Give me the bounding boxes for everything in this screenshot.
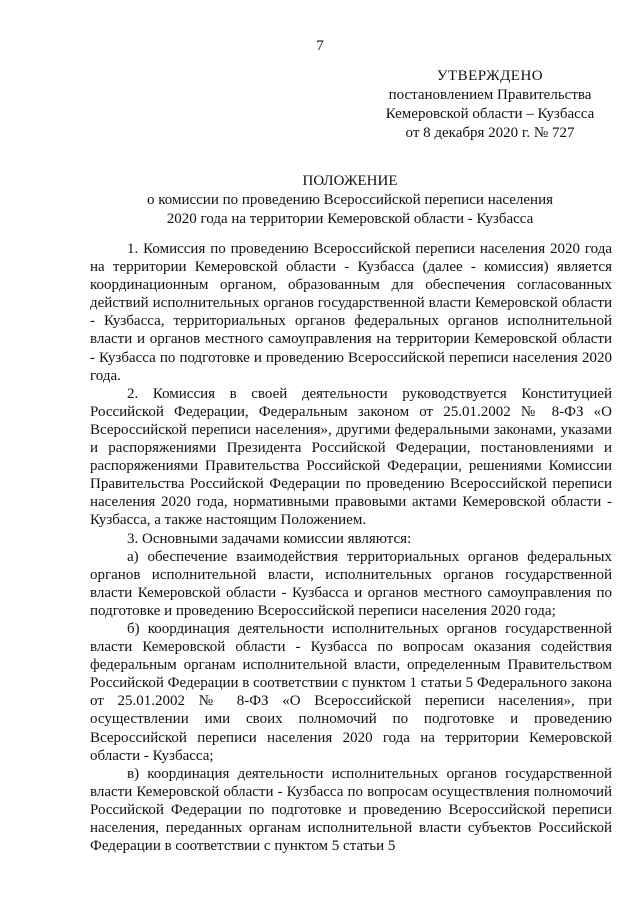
document-subtitle-line-1: о комиссии по проведению Всероссийской переписи населения (146, 192, 553, 208)
document-subtitle-line-2: 2020 года на территории Кемеровской области - Кузбасса (166, 211, 534, 227)
approval-line-1: постановлением Правительства (388, 87, 592, 103)
approval-title: УТВЕРЖДЕНО (436, 68, 544, 84)
paragraph-3b: б) координация деятельности исполнительных органов государственной власти Кемеровской области - Кузбасса по вопросам оказания содействия федеральным органам исполнительной власти, определенным Правительством Российской Федерации в соответствии с пунктом 1 статьи 5 Федерального закона от 25.01.2002 № 8-ФЗ «О Всероссийской переписи населения», при осуществлении ими своих полномочий по подготовке и проведению Всероссийской переписи населения 2020 года на территории Кемеровской области - Кузбасса; (90, 620, 612, 764)
approval-block (380, 67, 600, 143)
paragraph-3: 3. Основными задачами комиссии являются: (127, 530, 412, 547)
document-title: ПОЛОЖЕНИЕ (302, 173, 398, 189)
paragraph-1: 1. Комиссия по проведению Всероссийской переписи населения 2020 года на территории Кемеровской области - Кузбасса (далее - комиссия) является координационным органом, образованным для обеспечения согласованных действий исполнительных органов государственной власти Кемеровской области - Кузбасса, территориальных органов федеральных органов исполнительной власти и органов местного самоуправления на территории Кемеровской области - Кузбасса по подготовке и проведению Всероссийской переписи населения 2020 года. (90, 241, 612, 384)
document-body (90, 240, 612, 855)
paragraph-2: 2. Комиссия в своей деятельности руководствуется Конституцией Российской Федерации, Федеральным законом от 25.01.2002 № 8-ФЗ «О Всероссийской переписи населения», другими федеральными законами, указами и распоряжениями Президента Российской Федерации, постановлениями и распоряжениями Правительства Российской Федерации, решениями Комиссии Правительства Российской Федерации по проведению Всероссийской переписи населения 2020 года, нормативными правовыми актами Кемеровской области - Кузбасса, а также настоящим Положением. (90, 385, 612, 529)
paragraph-3c: в) координация деятельности исполнительных органов государственной власти Кемеровской области - Кузбасса по вопросам осуществления полномочий Российской Федерации по подготовке и проведению Всероссийской переписи населения, переданных органам исполнительной власти субъектов Российской Федерации в соответствии с пунктом 5 статьи 5 (90, 765, 612, 855)
approval-line-3: от 8 декабря 2020 г. № 727 (405, 125, 575, 141)
page-number: 7 (316, 38, 324, 54)
paragraph-3a: а) обеспечение взаимодействия территориальных органов федеральных органов исполнительной власти, исполнительных органов государственной власти Кемеровской области - Кузбасса и органов местного самоуправления по подготовке и проведению Всероссийской переписи населения 2020 года; (90, 548, 612, 619)
document-heading (60, 172, 640, 229)
approval-line-2: Кемеровской области – Кузбасса (385, 106, 595, 122)
